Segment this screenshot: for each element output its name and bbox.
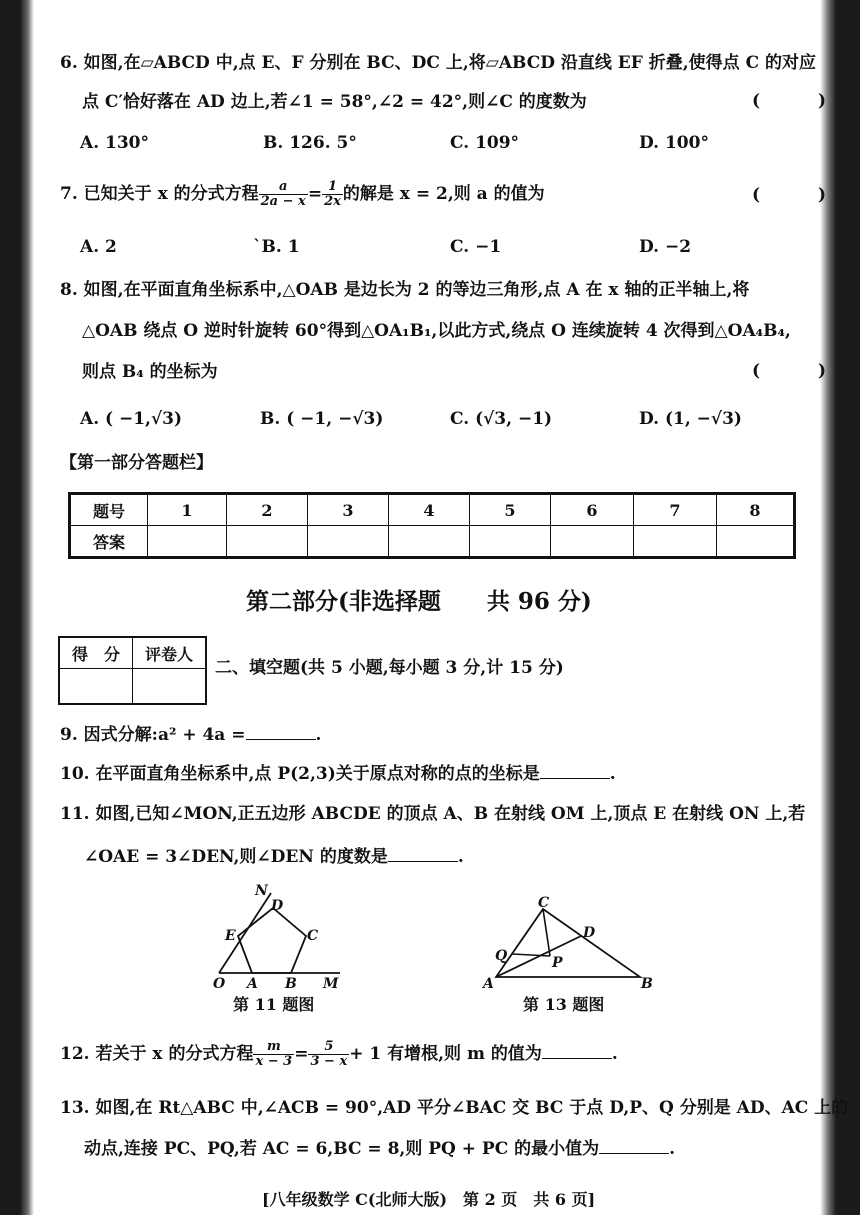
q12-period: . [611,1044,618,1064]
segment-pc [543,909,550,956]
q11-period: . [457,847,464,867]
q7-option-a: A. 2 [80,237,117,257]
answer-cell-7[interactable] [634,526,717,558]
q12-suffix: + 1 有增根,则 m 的值为 [349,1044,542,1064]
section2-title: 第二部分(非选择题 共 96 分) [246,588,592,615]
answer-cell-6[interactable] [551,526,634,558]
q11-line1: 11. 如图,已知∠MON,正五边形 ABCDE 的顶点 A、B 在射线 OM 上,顶点 E 在射线 ON 上,若 [60,804,806,824]
fig11-label-n: N [255,883,268,899]
q7-frac1-denominator: 2a − x [260,194,306,209]
fig11-label-o: O [213,976,226,992]
answer-table-head-number: 题号 [70,494,148,526]
page-footer: [八年级数学 C(北师大版) 第 2 页 共 6 页] [262,1190,596,1209]
q7-frac2-denominator: 2x [324,194,341,209]
fill-in-heading: 二、填空题(共 5 小题,每小题 3 分,计 15 分) [215,658,564,678]
q12-fraction-2 [308,1040,349,1069]
q11-line2-text: ∠OAE = 3∠DEN,则∠DEN 的度数是 [84,847,388,867]
q10-period: . [609,764,616,784]
q6-line2: 点 C′恰好落在 AD 边上,若∠1 = 58°,∠2 = 42°,则∠C 的度数为 [82,92,587,112]
q7-fraction-2 [322,180,343,209]
q7-option-d: D. −2 [639,237,692,257]
q11-line2 [84,846,464,868]
answer-cell-2[interactable] [227,526,308,558]
pentagon-abcde [238,908,306,973]
q6-answer-paren: ( ) [752,91,853,111]
q7-fraction-1 [259,180,308,209]
q12-frac2-numerator: 5 [308,1040,349,1055]
q7-stem [60,180,545,209]
q8-answer-paren: ( ) [752,361,853,381]
q7-frac2-numerator: 1 [322,180,343,195]
figure-13-triangle [480,895,660,995]
answer-table [68,492,796,559]
q11-answer-blank[interactable] [388,847,458,862]
score-box [58,636,207,705]
score-box-score-cell[interactable] [59,669,133,705]
q6-option-d: D. 100° [639,133,709,153]
segment-ad [496,936,581,977]
answer-cell-8[interactable] [717,526,795,558]
q7-suffix: 的解是 x = 2,则 a 的值为 [342,184,545,204]
answer-cell-4[interactable] [389,526,470,558]
score-box-grader-label: 评卷人 [133,637,207,669]
answer-table-head-answer: 答案 [70,526,148,558]
answer-table-number-4: 4 [389,494,470,526]
q7-equals: = [307,184,323,204]
q7-frac1-numerator: a [259,180,308,195]
q6-line1: 6. 如图,在▱ABCD 中,点 E、F 分别在 BC、DC 上,将▱ABCD 沿直线 EF 折叠,使得点 C 的对应 [60,53,817,73]
q9-text: 9. 因式分解:a² + 4a = [60,725,246,745]
fig11-label-d: D [271,898,284,914]
q12-equals: = [294,1044,309,1064]
q8-line3: 则点 B₄ 的坐标为 [82,362,218,382]
answer-bar-title: 【第一部分答题栏】 [60,453,213,473]
fig11-label-m: M [323,976,339,992]
q12 [60,1040,618,1069]
q7-answer-paren: ( ) [752,185,853,205]
fig13-label-b: B [641,976,653,992]
q8-option-b: B. ( −1, −√3) [260,409,384,429]
answer-table-number-3: 3 [308,494,389,526]
q8-option-a: A. ( −1,√3) [80,409,183,429]
q12-frac1-denominator: x − 3 [255,1054,293,1069]
q13-answer-blank[interactable] [599,1139,669,1154]
fig13-label-a: A [483,976,494,992]
answer-table-number-5: 5 [470,494,551,526]
q12-frac1-numerator: m [253,1040,294,1055]
q8-line1: 8. 如图,在平面直角坐标系中,△OAB 是边长为 2 的等边三角形,点 A 在 x 轴的正半轴上,将 [60,280,750,300]
q10 [60,763,616,785]
score-box-score-label: 得 分 [59,637,133,669]
answer-table-number-6: 6 [551,494,634,526]
answer-table-answer-row [70,526,795,558]
answer-cell-5[interactable] [470,526,551,558]
figure-11-caption: 第 11 题图 [233,995,315,1014]
q7-prefix: 7. 已知关于 x 的分式方程 [60,184,259,204]
fig13-label-q: Q [495,948,508,964]
figure-11-pentagon [205,878,355,993]
score-box-grader-cell[interactable] [133,669,207,705]
fig11-label-e: E [225,928,236,944]
q9 [60,724,321,746]
q13-line2 [84,1138,675,1160]
q7-option-b: `B. 1 [253,237,300,257]
q13-line2-text: 动点,连接 PC、PQ,若 AC = 6,BC = 8,则 PQ + PC 的最小值为 [84,1139,600,1159]
answer-cell-1[interactable] [148,526,227,558]
q8-option-c: C. (√3, −1) [450,409,553,429]
q12-fraction-1 [253,1040,294,1069]
answer-table-number-8: 8 [717,494,795,526]
fig11-label-a: A [247,976,258,992]
q9-answer-blank[interactable] [246,725,316,740]
fig13-label-d: D [583,925,596,941]
q6-option-b: B. 126. 5° [263,133,357,153]
fig13-label-p: P [552,955,563,971]
q7-option-c: C. −1 [450,237,502,257]
answer-table-number-row [70,494,795,526]
q12-prefix: 12. 若关于 x 的分式方程 [60,1044,254,1064]
fig11-label-b: B [285,976,297,992]
q6-option-c: C. 109° [450,133,520,153]
q12-answer-blank[interactable] [542,1044,612,1059]
scan-right-edge [820,0,860,1215]
q12-frac2-denominator: 3 − x [310,1054,348,1069]
q10-answer-blank[interactable] [540,764,610,779]
answer-table-number-7: 7 [634,494,717,526]
fig11-label-c: C [307,928,319,944]
q8-option-d: D. (1, −√3) [639,409,742,429]
q6-option-a: A. 130° [80,133,150,153]
q13-line1: 13. 如图,在 Rt△ABC 中,∠ACB = 90°,AD 平分∠BAC 交 BC 于点 D,P、Q 分别是 AD、AC 上的 [60,1098,849,1118]
q10-text: 10. 在平面直角坐标系中,点 P(2,3)关于原点对称的点的坐标是 [60,764,540,784]
answer-table-number-2: 2 [227,494,308,526]
answer-cell-3[interactable] [308,526,389,558]
q8-line2: △OAB 绕点 O 逆时针旋转 60°得到△OA₁B₁,以此方式,绕点 O 连续旋转 4 次得到△OA₄B₄, [82,321,791,341]
scan-left-edge [0,0,34,1215]
q13-period: . [669,1139,676,1159]
q9-period: . [315,725,322,745]
answer-table-number-1: 1 [148,494,227,526]
figure-13-caption: 第 13 题图 [523,995,605,1014]
fig13-label-c: C [538,895,550,911]
